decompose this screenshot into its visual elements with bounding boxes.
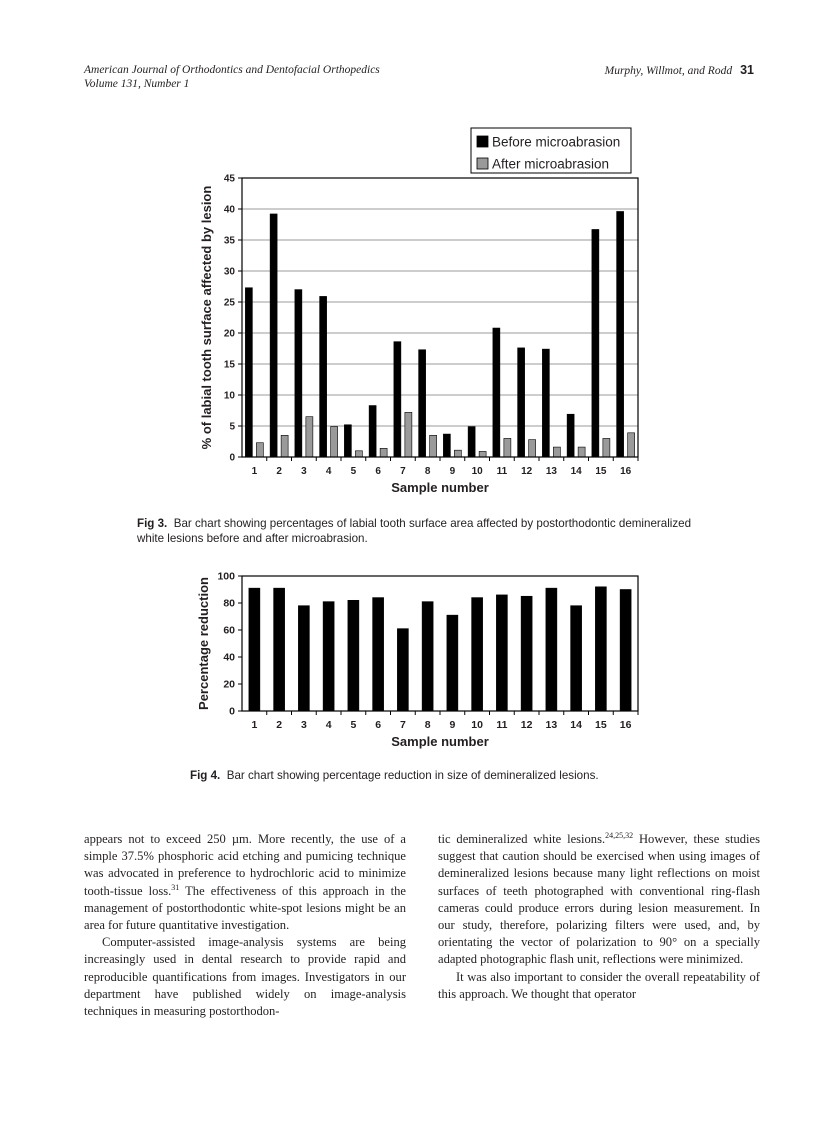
bar-primary — [274, 588, 285, 711]
x-tick-label: 6 — [375, 466, 381, 477]
bar-primary — [620, 590, 631, 712]
bar-primary — [447, 615, 458, 711]
y-tick-label: 0 — [229, 705, 235, 718]
x-tick-label: 2 — [276, 719, 283, 731]
y-tick-label: 15 — [223, 359, 235, 371]
x-tick-label: 1 — [251, 719, 258, 731]
bar-primary — [472, 598, 483, 711]
x-tick-label: 10 — [471, 466, 483, 477]
bar-primary — [419, 350, 426, 457]
bar-primary — [270, 214, 277, 457]
bar-primary — [397, 629, 408, 711]
y-tick-label: 40 — [223, 204, 235, 216]
bar-primary — [595, 587, 606, 711]
bar-secondary — [256, 443, 263, 457]
figure-3-caption-text: Bar chart showing percentages of labial tooth surface area affected by postorthodontic demineralized white lesions before and after microabrasion. — [137, 517, 692, 545]
bar-primary — [323, 602, 334, 711]
legend-swatch — [477, 136, 488, 147]
bar-primary — [546, 588, 557, 711]
x-tick-label: 4 — [325, 719, 332, 731]
figure-4-caption-text: Bar chart showing percentage reduction in size of demineralized lesions. — [226, 769, 599, 782]
bar-primary — [468, 427, 475, 457]
bar-secondary — [306, 417, 313, 457]
x-tick-label: 13 — [545, 719, 558, 731]
bar-secondary — [479, 451, 486, 457]
y-tick-label: 10 — [223, 390, 235, 402]
x-tick-label: 9 — [449, 466, 456, 477]
bar-primary — [493, 328, 500, 457]
bar-primary — [249, 588, 260, 711]
x-tick-label: 16 — [620, 466, 632, 477]
left-column-paragraph: Computer-assisted image-analysis systems are being increasingly used in dental research to provide rapid and reproducible quantifications from images. Investigators in our department have published widely on image-analysis techniques in measuring postorthodon- — [84, 935, 406, 1019]
x-tick-label: 1 — [251, 466, 258, 477]
bar-secondary — [405, 412, 412, 457]
x-tick-label: 5 — [350, 466, 357, 477]
y-tick-label: 35 — [223, 235, 235, 247]
x-tick-label: 3 — [300, 719, 307, 731]
bar-primary — [542, 349, 549, 457]
x-tick-label: 8 — [424, 466, 431, 477]
bar-secondary — [281, 435, 288, 457]
bar-primary — [617, 211, 624, 457]
running-header-right — [605, 63, 754, 78]
y-tick-label: 25 — [223, 297, 235, 309]
bar-primary — [394, 342, 401, 457]
y-tick-label: 80 — [223, 597, 235, 610]
bar-primary — [571, 606, 582, 711]
bar-secondary — [331, 427, 338, 457]
x-tick-label: 12 — [521, 466, 533, 477]
figure-3-chart — [190, 120, 650, 505]
citation-superscript: 24,25,32 — [605, 831, 634, 840]
bar-primary — [320, 296, 327, 457]
x-tick-label: 9 — [449, 719, 456, 731]
x-axis-title: Sample number — [391, 734, 489, 749]
right-column-paragraph: It was also important to consider the overall repeatability of this approach. We thought that operator — [438, 969, 760, 1001]
y-tick-label: 60 — [223, 624, 235, 637]
x-tick-label: 4 — [325, 466, 332, 477]
bar-secondary — [529, 440, 536, 457]
x-tick-label: 8 — [424, 719, 431, 731]
bar-primary — [295, 290, 302, 457]
bar-secondary — [355, 451, 362, 457]
journal-title: American Journal of Orthodontics and Dentofacial Orthopedics — [84, 64, 380, 76]
page-number: 31 — [740, 63, 754, 77]
y-tick-label: 20 — [223, 678, 235, 691]
bar-primary — [567, 414, 574, 457]
x-tick-label: 7 — [399, 719, 406, 731]
bar-secondary — [380, 448, 387, 457]
figure-4-label: Fig 4. — [190, 769, 221, 782]
body-column-right — [438, 831, 760, 1003]
bar-primary — [592, 229, 599, 457]
bar-secondary — [504, 438, 511, 457]
x-tick-label: 5 — [350, 719, 357, 731]
y-tick-label: 5 — [229, 421, 235, 433]
x-tick-label: 11 — [496, 466, 508, 477]
x-tick-label: 3 — [301, 466, 307, 477]
bar-secondary — [603, 438, 610, 457]
figure-4-chart — [190, 560, 650, 760]
bar-primary — [443, 434, 450, 457]
bar-secondary — [628, 433, 635, 457]
x-tick-label: 16 — [619, 719, 632, 731]
right-column-paragraph: tic demineralized white lesions.$^{24,25,32}$ However, these studies suggest that caution should be exercised when using images of demineralized lesions because many light reflections on moist surfaces of teeth photographed with conventional ring-flash cameras could produce errors during lesion measurement. In our study, therefore, polarizing filters were used, and, by orientating the vector of polarization to 90° on a specially adapted photographic flash unit, reflections were minimized. — [438, 831, 760, 967]
citation-superscript: 31 — [171, 882, 180, 892]
y-tick-label: 30 — [223, 266, 235, 278]
x-tick-label: 11 — [496, 719, 508, 731]
bar-secondary — [430, 435, 437, 457]
y-tick-label: 0 — [229, 452, 235, 464]
bar-secondary — [553, 447, 560, 457]
left-column-paragraph: appears not to exceed 250 µm. More recently, the use of a simple 37.5% phosphoric acid etching and pumicing technique was advocated in preference to hydrochloric acid to minimize tooth-tissue loss.$^{31}$ The effectiveness of this approach in the management of postorthodontic white-spot lesions might be an area for future quantitative investigation. — [84, 832, 406, 933]
x-axis-title: Sample number — [391, 480, 489, 495]
body-column-left — [84, 831, 406, 1020]
x-tick-label: 6 — [375, 719, 382, 731]
bar-secondary — [578, 447, 585, 457]
legend-label: Before microabrasion — [492, 134, 621, 150]
bar-primary — [348, 600, 359, 711]
bar-secondary — [454, 450, 461, 457]
journal-volume: Volume 131, Number 1 — [84, 78, 190, 90]
figure-3-caption — [137, 516, 717, 546]
y-tick-label: 45 — [223, 173, 235, 185]
bar-primary — [369, 406, 376, 457]
figure-3-label: Fig 3. — [137, 517, 168, 530]
bar-primary — [518, 348, 525, 457]
x-tick-label: 15 — [595, 719, 607, 731]
legend-swatch — [477, 158, 488, 169]
bar-primary — [496, 595, 507, 711]
legend-label: After microabrasion — [492, 156, 610, 172]
y-axis-title: % of labial tooth surface affected by lesion — [199, 185, 214, 450]
x-tick-label: 7 — [400, 466, 406, 477]
bar-primary — [422, 602, 433, 711]
x-tick-label: 2 — [276, 466, 282, 477]
x-tick-label: 14 — [570, 466, 582, 477]
y-tick-label: 40 — [223, 651, 235, 664]
bar-primary — [298, 606, 309, 711]
y-tick-label: 20 — [223, 328, 235, 340]
bar-primary — [521, 596, 532, 711]
figure-4-caption — [190, 768, 690, 783]
bar-primary — [344, 425, 351, 457]
x-tick-label: 14 — [570, 719, 582, 731]
author-list: Murphy, Willmot, and Rodd — [604, 65, 733, 77]
x-tick-label: 12 — [520, 719, 533, 731]
y-tick-label: 100 — [217, 570, 235, 583]
x-tick-label: 10 — [471, 719, 483, 731]
x-tick-label: 15 — [595, 466, 607, 477]
y-axis-title: Percentage reduction — [196, 577, 211, 710]
bar-primary — [245, 288, 252, 457]
x-tick-label: 13 — [545, 466, 557, 477]
running-header-left — [84, 63, 380, 91]
bar-primary — [373, 598, 384, 711]
